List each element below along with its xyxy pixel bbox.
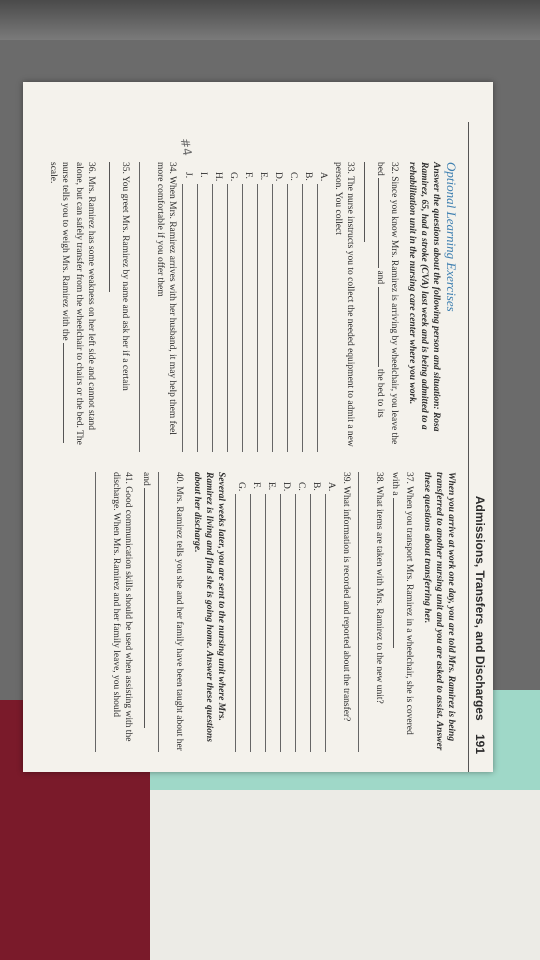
answer-line[interactable] xyxy=(302,184,313,452)
answer-blank[interactable] xyxy=(393,498,403,648)
page-header xyxy=(473,496,487,754)
answer-letter: E. xyxy=(258,172,268,181)
answer-row xyxy=(182,172,195,452)
right-intro-discharge: Several weeks later, you are sent to the nursing unit where Mrs. Ramirez is living and find she is going home. Answer these questions about her discharge. xyxy=(192,472,226,742)
left-intro: Answer the questions about the following person and situation: Rosa Ramirez, 65, had a stroke (CVA) last week and is being admitted to a rehabilitation unit in the nursing care center where you work. xyxy=(407,162,441,432)
answer-blank[interactable] xyxy=(378,178,388,268)
question-33-answers xyxy=(182,162,330,452)
answer-row xyxy=(272,172,285,452)
section-title: Optional Learning Exercises xyxy=(444,162,459,312)
answer-line[interactable] xyxy=(265,494,276,752)
background-top-shadow xyxy=(0,0,540,40)
question-33: 33. The nurse instructs you to collect the needed equipment to admit a new person. You collect xyxy=(333,162,355,447)
answer-line[interactable] xyxy=(257,184,268,452)
answer-line[interactable] xyxy=(310,494,321,752)
question-34: 34. When Mrs. Ramirez arrives with her husband, it may help them feel more comfortable if you offer them xyxy=(155,162,177,435)
answer-line[interactable] xyxy=(295,494,306,752)
answer-letter: C. xyxy=(296,482,306,491)
answer-line[interactable] xyxy=(235,494,246,752)
answer-line[interactable] xyxy=(227,184,238,452)
answer-row xyxy=(287,172,300,452)
answer-letter: A. xyxy=(318,172,328,182)
page-number: 191 xyxy=(473,733,487,754)
answer-letter: G. xyxy=(236,482,246,492)
answer-row xyxy=(325,482,338,752)
answer-line[interactable] xyxy=(317,184,328,452)
right-column xyxy=(95,472,457,752)
answer-row xyxy=(197,172,210,452)
answer-blank[interactable] xyxy=(109,162,119,292)
background-white-cloth xyxy=(150,790,540,960)
question-37: 37. When you transport Mrs. Ramirez in a wheelchair, she is covered with a xyxy=(390,472,414,735)
pencil-mark: #4 xyxy=(177,136,195,157)
answer-blank[interactable] xyxy=(144,488,154,728)
answer-blank[interactable] xyxy=(364,162,374,242)
answer-line[interactable] xyxy=(325,494,336,752)
answer-letter: G. xyxy=(228,172,238,182)
answer-line[interactable] xyxy=(212,184,223,452)
answer-line[interactable] xyxy=(182,184,193,452)
answer-letter: B. xyxy=(311,482,321,491)
answer-line[interactable] xyxy=(250,494,261,752)
question-39: 39. What information is recorded and reported about the transfer? xyxy=(341,472,351,722)
answer-line[interactable] xyxy=(197,184,208,452)
answer-letter: C. xyxy=(288,172,298,181)
answer-row xyxy=(235,482,248,752)
answer-letter: D. xyxy=(281,482,291,492)
answer-line[interactable] xyxy=(287,184,298,452)
answer-letter: I. xyxy=(198,172,208,178)
answer-line[interactable] xyxy=(95,472,107,752)
answer-row xyxy=(250,482,263,752)
answer-row xyxy=(310,482,323,752)
question-40-and: and xyxy=(140,472,154,752)
answer-line[interactable] xyxy=(280,494,291,752)
answer-row xyxy=(302,172,315,452)
answer-row xyxy=(227,172,240,452)
answer-row xyxy=(242,172,255,452)
answer-line[interactable] xyxy=(272,184,283,452)
answer-line[interactable] xyxy=(139,162,151,452)
answer-blank[interactable] xyxy=(378,287,388,367)
answer-letter: D. xyxy=(273,172,283,182)
answer-letter: J. xyxy=(183,172,193,179)
question-38: 38. What items are taken with Mrs. Ramirez to the new unit? xyxy=(374,472,384,704)
answer-letter: F. xyxy=(251,482,261,489)
right-intro-transfer: When you arrive at work one day, you are told Mrs. Ramirez is being transferred to another nursing unit and you are asked to assist. Answer these questions about transferring her. xyxy=(422,472,456,751)
answer-row xyxy=(317,172,330,452)
answer-letter: E. xyxy=(266,482,276,491)
left-column xyxy=(45,162,457,452)
answer-letter: B. xyxy=(303,172,313,181)
answer-line[interactable] xyxy=(158,472,170,752)
question-41: 41. Good communication skills should be used when assisting with the discharge. When Mrs. Ramirez and her family leave, you should xyxy=(111,472,133,742)
question-40: 40. Mrs. Ramirez tells you she and her family have been taught about her xyxy=(174,472,184,751)
answer-row xyxy=(265,482,278,752)
answer-letter: H. xyxy=(213,172,223,182)
question-35: 35. You greet Mrs. Ramirez by name and ask her if a certain xyxy=(105,162,131,452)
page-title: Admissions, Transfers, and Discharges xyxy=(473,495,487,721)
answer-blank[interactable] xyxy=(63,343,73,443)
answer-letter: F. xyxy=(243,172,253,179)
header-rule xyxy=(468,122,469,772)
question-36: 36. Mrs. Ramirez has some weakness on her left side and cannot stand alone, but can safely transfer from the wheelchair to chairs or the bed. The nurse tells you to weigh Mrs. Ramirez with the scale. xyxy=(48,162,96,445)
answer-row xyxy=(295,482,308,752)
answer-line[interactable] xyxy=(358,472,370,752)
answer-row xyxy=(280,482,293,752)
answer-row xyxy=(212,172,225,452)
question-39-answers xyxy=(235,472,338,752)
answer-row xyxy=(257,172,270,452)
question-32: 32. Since you know Mrs. Ramirez is arriving by wheelchair, you leave the bed and the bed to its xyxy=(360,162,400,452)
workbook-page xyxy=(23,82,493,772)
answer-letter: A. xyxy=(326,482,336,492)
answer-line[interactable] xyxy=(242,184,253,452)
